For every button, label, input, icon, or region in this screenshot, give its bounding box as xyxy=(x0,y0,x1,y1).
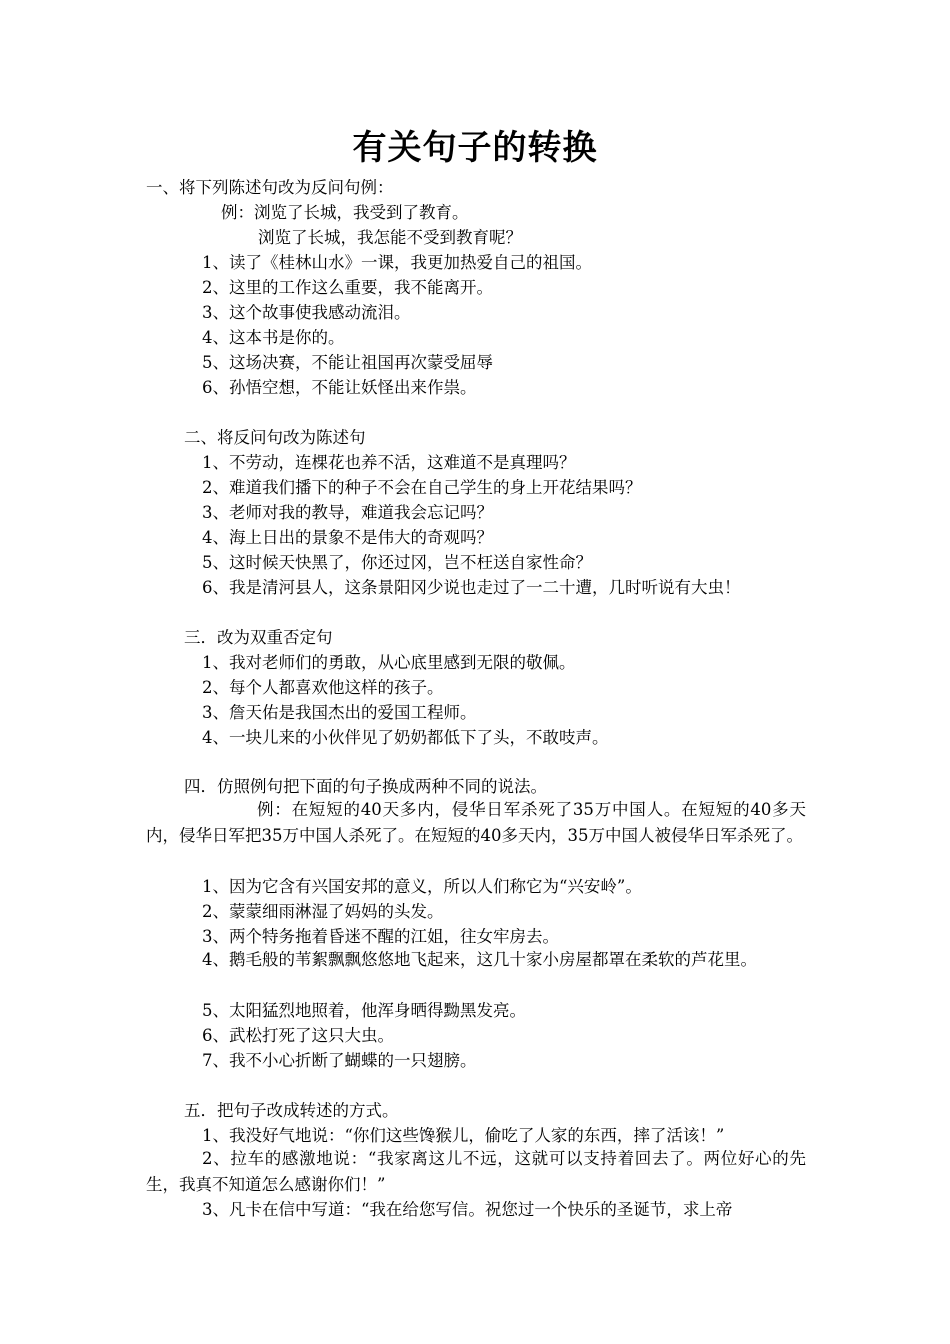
section-1-heading: 一、将下列陈述句改为反问句例： xyxy=(146,178,394,197)
section-3-heading: 三．改为双重否定句 xyxy=(184,628,333,647)
list-item: 4、海上日出的景象不是伟大的奇观吗？ xyxy=(202,528,493,547)
list-item: 1、不劳动，连棵花也养不活，这难道不是真理吗？ xyxy=(202,453,576,472)
list-item: 2、拉车的感激地说：“我家离这儿不远，这就可以支持着回去了。两位好心的先生，我真不知道怎么感谢你们！” xyxy=(146,1149,806,1194)
list-item: 5、太阳猛烈地照着，他浑身晒得黝黑发亮。 xyxy=(202,1001,526,1020)
list-item: 1、因为它含有兴国安邦的意义，所以人们称它为“兴安岭”。 xyxy=(202,877,642,896)
list-item: 3、这个故事使我感动流泪。 xyxy=(202,303,411,322)
section-1-example-line-2: 浏览了长城，我怎能不受到教育呢？ xyxy=(258,228,522,247)
list-item: 3、两个特务拖着昏迷不醒的江姐，往女牢房去。 xyxy=(202,927,559,946)
list-item: 4、一块儿来的小伙伴见了奶奶都低下了头，不敢吱声。 xyxy=(202,728,609,747)
list-item: 2、蒙蒙细雨淋湿了妈妈的头发。 xyxy=(202,902,444,921)
list-item: 2、这里的工作这么重要，我不能离开。 xyxy=(202,278,493,297)
section-4-example: 例：在短短的40天多内，侵华日军杀死了35万中国人。在短短的40多天内，侵华日军把35万中国人杀死了。在短短的40多天内，35万中国人被侵华日军杀死了。 xyxy=(146,800,806,845)
list-item: 3、詹天佑是我国杰出的爱国工程师。 xyxy=(202,703,477,722)
list-item: 2、每个人都喜欢他这样的孩子。 xyxy=(202,678,444,697)
list-item: 5、这场决赛，不能让祖国再次蒙受屈辱 xyxy=(202,353,493,372)
list-item: 6、孙悟空想，不能让妖怪出来作祟。 xyxy=(202,378,477,397)
page-title: 有关句子的转换 xyxy=(352,128,598,168)
list-item: 1、我对老师们的勇敢，从心底里感到无限的敬佩。 xyxy=(202,653,576,672)
section-5-heading: 五．把句子改成转述的方式。 xyxy=(184,1101,399,1120)
section-4-heading: 四．仿照例句把下面的句子换成两种不同的说法。 xyxy=(184,777,547,796)
list-item: 5、这时候天快黑了，你还过冈，岂不枉送自家性命？ xyxy=(202,553,592,572)
list-item: 1、我没好气地说：“你们这些馋猴儿，偷吃了人家的东西，摔了活该！” xyxy=(202,1126,725,1145)
list-item: 6、武松打死了这只大虫。 xyxy=(202,1026,394,1045)
list-item: 7、我不小心折断了蝴蝶的一只翅膀。 xyxy=(202,1051,477,1070)
section-1-example-line-1: 例：浏览了长城，我受到了教育。 xyxy=(221,203,469,222)
list-item: 3、凡卡在信中写道：“我在给您写信。祝您过一个快乐的圣诞节，求上帝 xyxy=(202,1200,733,1219)
list-item: 2、难道我们播下的种子不会在自己学生的身上开花结果吗？ xyxy=(202,478,642,497)
list-item: 1、读了《桂林山水》一课，我更加热爱自己的祖国。 xyxy=(202,253,592,272)
list-item: 6、我是清河县人，这条景阳冈少说也走过了一二十遭，几时听说有大虫！ xyxy=(202,578,741,597)
list-item: 3、老师对我的教导，难道我会忘记吗？ xyxy=(202,503,493,522)
list-item: 4、这本书是你的。 xyxy=(202,328,345,347)
list-item: 4、鹅毛般的苇絮飘飘悠悠地飞起来，这几十家小房屋都罩在柔软的芦花里。 xyxy=(202,950,757,969)
section-2-heading: 二、将反问句改为陈述句 xyxy=(184,428,366,447)
